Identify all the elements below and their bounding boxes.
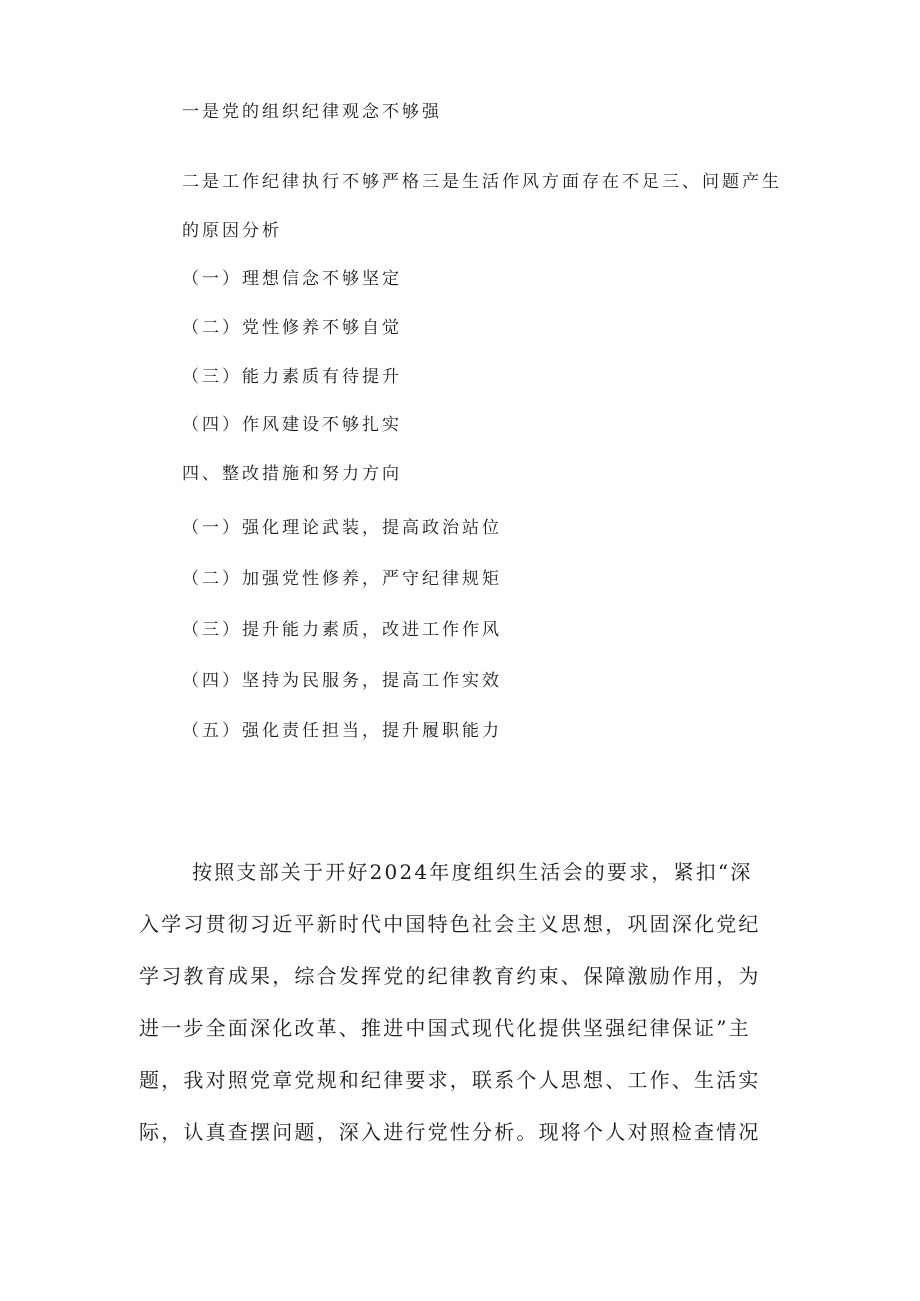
cause-item-1: （一）理想信念不够坚定 [182,269,402,289]
measure-item-4: （四）坚持为民服务，提高工作实效 [182,671,502,691]
measure-item-3: （三）提升能力素质，改进工作作风 [182,620,502,640]
section-heading-4: 四、整改措施和努力方向 [182,464,402,484]
body-line-2: 入学习贯彻习近平新时代中国特色社会主义思想，巩固深化党纪 [139,912,761,936]
body-line-6: 际，认真查摆问题，深入进行党性分析。现将个人对照检查情况 [139,1120,761,1144]
cause-item-3: （三）能力素质有待提升 [182,367,402,387]
measure-item-5: （五）强化责任担当，提升履职能力 [182,721,502,741]
measure-item-1: （一）强化理论武装，提高政治站位 [182,518,502,538]
body-line-1: 按照支部关于开好2024年度组织生活会的要求，紧扣“深 [192,860,753,884]
cause-item-2: （二）党性修养不够自觉 [182,318,402,338]
measure-item-2: （二）加强党性修养，严守纪律规矩 [182,569,502,589]
body-line-3: 学习教育成果，综合发挥党的纪律教育约束、保障激励作用，为 [139,964,761,988]
cause-item-4: （四）作风建设不够扎实 [182,415,402,435]
outline-line-3: 的原因分析 [182,221,282,241]
body-line-4: 进一步全面深化改革、推进中国式现代化提供坚强纪律保证”主 [139,1016,751,1040]
outline-line-2: 二是工作纪律执行不够严格三是生活作风方面存在不足三、问题产生 [182,172,782,192]
outline-line-1: 一是党的组织纪律观念不够强 [182,102,442,122]
body-line-5: 题，我对照党章党规和纪律要求，联系个人思想、工作、生活实 [139,1068,761,1092]
